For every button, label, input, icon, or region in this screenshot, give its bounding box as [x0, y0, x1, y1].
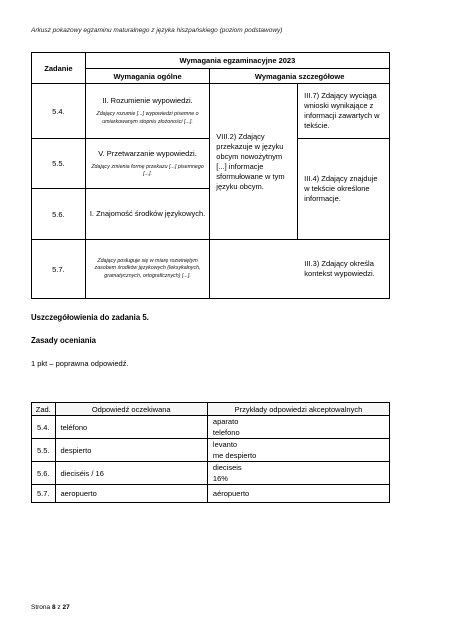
- accepted-answers: [207, 439, 389, 462]
- accepted-answers: [207, 462, 389, 485]
- task-number: 5.5.: [32, 439, 56, 462]
- accepted-answer: aparato: [212, 417, 239, 426]
- general-requirement: [85, 189, 209, 240]
- details-heading: Uszczegółowienia do zadania 5.: [31, 313, 149, 322]
- accepted-answer: telefono: [212, 428, 240, 437]
- task-number: 5.6.: [32, 462, 56, 485]
- general-requirement-title: I. Znajomość środków językowych.: [89, 209, 206, 218]
- task-number: 5.7.: [32, 485, 56, 503]
- detailed-requirement: III.3) Zdający określa kontekst wypowiedzi.: [210, 240, 390, 299]
- table-row: [32, 485, 390, 503]
- general-requirement: [85, 139, 209, 189]
- task-number: 5.4.: [32, 416, 56, 439]
- col-header-requirements: Wymagania egzaminacyjne 2023: [85, 53, 389, 69]
- requirements-table: [31, 52, 390, 299]
- table-row: [32, 240, 390, 299]
- accepted-answers: [207, 416, 389, 439]
- table-row: [32, 84, 390, 139]
- accepted-answer: 16%: [212, 474, 228, 483]
- detailed-requirement-iii4: III.4) Zdający znajduje w tekście określone informacje.: [298, 139, 390, 240]
- col-header-task: Zadanie: [32, 53, 86, 84]
- page-label: Strona: [31, 604, 51, 611]
- page-total: 27: [62, 604, 70, 611]
- accepted-answer: levanto: [212, 440, 238, 449]
- general-requirement-title: II. Rozumienie wypowiedzi.: [102, 96, 193, 105]
- general-requirement-desc: Zdający zmienia formę przekazu [...] pisemnego [...].: [91, 163, 204, 177]
- table-row: [32, 439, 390, 462]
- page-footer: [31, 604, 70, 611]
- expected-answer: dieciséis / 16: [55, 462, 207, 485]
- accepted-answer: dieciseis: [212, 463, 242, 472]
- task-number: 5.7.: [32, 240, 86, 299]
- col-header-accepted: Przykłady odpowiedzi akceptowalnych: [207, 403, 389, 416]
- accepted-answer: me despierto: [212, 451, 257, 460]
- detailed-requirement: III.7) Zdający wyciąga wnioski wynikające z informacji zawartych w tekście.: [298, 84, 390, 139]
- running-header: Arkusz pokazowy egzaminu maturalnego z języka hiszpańskiego (poziom podstawowy): [31, 27, 283, 34]
- general-requirement-desc: Zdający posługuje się w miarę rozwiniętym zasobem środków językowych (leksykalnych, gramatycznych, ortograficznych) [...].: [94, 257, 201, 279]
- table-row: [32, 416, 390, 439]
- page-number: 8: [51, 604, 56, 611]
- scoring-rule: 1 pkt – poprawna odpowiedź.: [31, 359, 129, 368]
- answers-table: [31, 402, 390, 503]
- general-requirement: [85, 84, 209, 139]
- col-header-detailed: Wymagania szczegółowe: [210, 69, 390, 84]
- page-of: z: [57, 604, 61, 611]
- accepted-answers: [207, 485, 389, 503]
- general-requirement-title: V. Przetwarzanie wypowiedzi.: [98, 148, 197, 158]
- accepted-answer: aéropuerto: [212, 489, 250, 498]
- rules-heading: Zasady oceniania: [31, 336, 97, 345]
- task-number: 5.6.: [32, 189, 86, 240]
- task-number: 5.5.: [32, 139, 86, 189]
- general-requirement-desc: Zdający rozumie [...] wypowiedzi pisemne o umiarkowanym stopniu złożoności [...].: [96, 111, 199, 125]
- task-number: 5.4.: [32, 84, 86, 139]
- col-header-general: Wymagania ogólne: [85, 69, 209, 84]
- expected-answer: aeropuerto: [55, 485, 207, 503]
- general-requirement: [85, 240, 209, 299]
- col-header-task: Zad.: [32, 403, 56, 416]
- table-row: [32, 462, 390, 485]
- expected-answer: despierto: [55, 439, 207, 462]
- expected-answer: teléfono: [55, 416, 207, 439]
- col-header-expected: Odpowiedź oczekiwana: [55, 403, 207, 416]
- detailed-requirement-viii2: VIII.2) Zdający przekazuje w języku obcym nowożytnym [...] informacje sformułowane w tym języku obcym.: [210, 84, 298, 240]
